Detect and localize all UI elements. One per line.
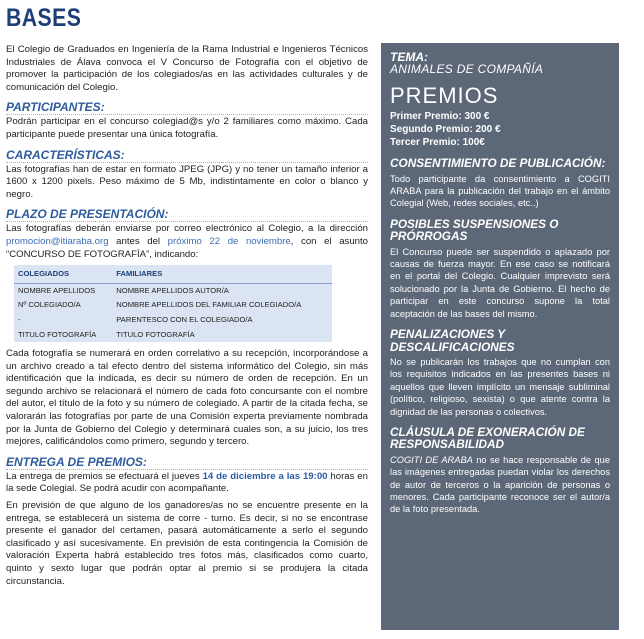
suspensiones-heading: POSIBLES SUSPENSIONES O PRÓRROGAS bbox=[390, 216, 559, 244]
sidebar-panel bbox=[381, 43, 619, 630]
penalizaciones-text: No se publicarán los trabajos que no cumplan con los requisitos indicados en las presentes bases ni aquellos que lleven implícito un mensaje subliminal (político, religioso, sexista) o que atente contra la dignidad de las personas o colectivos. bbox=[390, 356, 610, 417]
prize-first: Primer Premio: 300 € bbox=[390, 111, 490, 123]
table-row bbox=[14, 328, 332, 343]
suspensiones-text: El Concurso puede ser suspendido o aplazado por causas de fuerza mayor. En ese caso se notificará en el portal del Colegio. Cualquier imprevisto será solucionado por la Junta de Gobierno. El hecho de participar en este concurso supone la total aceptación de las bases del mismo. bbox=[390, 246, 610, 319]
plazo-text-c: , con el asunto “CONCURSO DE FOTOGRAFÍA”, indicando: bbox=[6, 235, 369, 260]
email-link[interactable]: promocion@itiaraba.org bbox=[6, 235, 109, 247]
page-title: BASES bbox=[6, 4, 82, 32]
exoneracion-lead: COGITI DE ARABA bbox=[390, 454, 473, 465]
plazo-text-b: antes del bbox=[116, 235, 161, 247]
table-cell: TITULO FOTOGRAFÍA bbox=[116, 329, 195, 339]
exoneracion-heading: CLÁUSULA DE EXONERACIÓN DE RESPONSABILIDAD bbox=[390, 424, 585, 452]
table-cell: NOMBRE APELLIDOS AUTOR/A bbox=[116, 285, 229, 295]
prize-third: Tercer Premio: 100€ bbox=[390, 137, 485, 149]
consentimiento-text: Todo participante da consentimiento a COGITI ARABA para la publicación del trabajo en el ámbito Colegial (Web, redes sociales, etc..) bbox=[390, 173, 610, 209]
exoneracion-body: no se hace responsable de que las imágenes entregadas puedan violar los derechos de autor de terceros o la aparición de personas o menores. Cada participante reconoce ser el autor/a de la foto presentada. bbox=[390, 454, 610, 515]
entrega-date: 14 de diciembre a las 19:00 bbox=[202, 470, 328, 482]
col-familiares-header: FAMILIARES bbox=[112, 265, 332, 283]
table-row bbox=[14, 313, 332, 328]
main-column bbox=[6, 44, 368, 592]
table-row bbox=[14, 298, 332, 313]
premios-heading: PREMIOS bbox=[390, 82, 499, 108]
caracteristicas-text: Las fotografías han de estar en formato JPEG (JPG) y no tener un tamaño inferior a 1600 x 1200 pixels. Peso máximo de 5 Mb, indistintamente en color o blanco y negro. bbox=[6, 163, 368, 200]
table-cell: PARENTESCO CON EL COLEGIADO/A bbox=[116, 314, 253, 324]
table-cell: NOMBRE APELLIDOS bbox=[18, 285, 96, 295]
theme-label: TEMA: bbox=[390, 50, 428, 64]
participantes-text: Podrán participar en el concurso colegiad@s y/o 2 familiares como máximo. Cada participante puede presentar una única fotografía. bbox=[6, 116, 368, 140]
caracteristicas-heading: CARACTERÍSTICAS: bbox=[6, 148, 368, 163]
penalizaciones-heading: PENALIZACIONES Y DESCALIFICACIONES bbox=[390, 327, 515, 354]
exoneracion-text bbox=[390, 454, 610, 516]
entrega-text bbox=[6, 471, 368, 496]
table-cell: NOMBRE APELLIDOS DEL FAMILIAR COLEGIADO/A bbox=[116, 300, 302, 310]
plazo-text bbox=[6, 223, 368, 261]
registration-table bbox=[14, 265, 332, 342]
plazo-text-a: Las fotografías deberán enviarse por correo electrónico al Colegio, a la dirección bbox=[6, 223, 368, 235]
prize-second: Segundo Premio: 200 € bbox=[390, 124, 501, 136]
participantes-heading: PARTICIPANTES: bbox=[6, 100, 368, 115]
entrega-text-a: La entrega de premios se efectuará el jueves bbox=[6, 470, 200, 482]
table-row bbox=[14, 283, 332, 298]
table-header-row bbox=[14, 265, 332, 283]
intro-paragraph: El Colegio de Graduados en Ingeniería de la Rama Industrial e Ingenieros Técnicos Industriales de Álava convoca el V Concurso de Fotografía con el objetivo de promover la participación de los colegiados/as en las actividades culturales y de comunicación del Colegio. bbox=[6, 44, 368, 93]
plazo-heading: PLAZO DE PRESENTACIÓN: bbox=[6, 207, 368, 222]
table-cell: Nº COLEGIADO/A bbox=[18, 300, 81, 310]
entrega-heading: ENTREGA DE PREMIOS: bbox=[6, 455, 368, 470]
table-cell: TITULO FOTOGRAFÍA bbox=[18, 329, 97, 339]
theme-value: ANIMALES DE COMPAÑÍA bbox=[390, 62, 544, 77]
entrega-text-2: En previsión de que alguno de los ganadores/as no se encuentre presente en la entrega, se establecerá un sistema de corre - turno. Es decir, si no se encontrase presente el ganador del certamen, pasará automáticamente a serlo el segundo clasificado y así sucesivamente. En previsión de esta contingencia la Comisión de valoración Experta habrá establecido tres fotos más, clasificados como cuarto, quinto y sexto lugar que podrán optar al premio si se produjera la citada circunstancia. bbox=[6, 500, 368, 587]
col-colegiados-header: COLEGIADOS bbox=[14, 265, 112, 283]
proceso-paragraph: Cada fotografía se numerará en orden correlativo a su recepción, incorporándose a un archivo creado a tal efecto dentro del sistema informático del Colegio, sin más identificación que la indicada, es decir su número de orden de recepción. En un segundo archivo se relacionará el número de cada foto concursante con el nombre del autor, el título de la foto y su número de colegiado. A partir de la citada fecha, se valorarán las fotografías por parte de una Comisión experta previamente nombrada por la Junta de Gobierno del Colegio y determinará cuales son, a su juicio, los tres mejores, calificándolos como primero, segundo y tercero. bbox=[6, 348, 368, 448]
entrega-text-b: horas en la sede Colegial. Se podrá acudir con acompañante. bbox=[6, 470, 368, 495]
consentimiento-heading: CONSENTIMIENTO DE PUBLICACIÓN: bbox=[390, 156, 606, 171]
plazo-date: próximo 22 de noviembre bbox=[167, 235, 291, 247]
table-cell: - bbox=[18, 314, 21, 324]
